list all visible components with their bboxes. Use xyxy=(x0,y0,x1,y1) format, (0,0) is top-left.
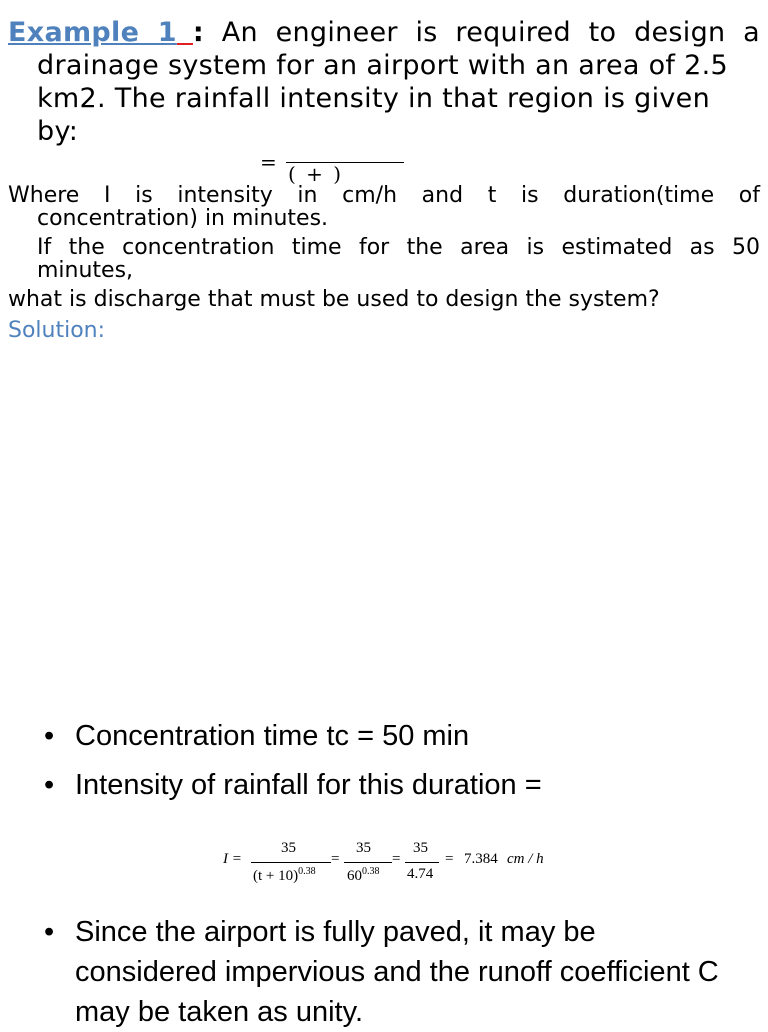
calc-lhs: I = xyxy=(223,851,242,867)
solution-bullets xyxy=(44,716,744,805)
bullet-text: Since the airport is fully paved, it may be considered impervious and the runoff coefficient C may be taken as unity. xyxy=(75,916,719,1028)
example-label[interactable]: Example 1 xyxy=(8,17,177,48)
problem-line-2: drainage system for an airport with an area of 2.5 xyxy=(37,50,728,81)
problem-line-1 xyxy=(8,16,760,49)
problem-line-1-text: An engineer is required to design a xyxy=(221,17,761,48)
bullet-runoff-inner xyxy=(44,912,744,1032)
bullet-text: Concentration time tc = 50 min xyxy=(75,720,470,752)
calc-f2-bar xyxy=(344,862,392,863)
calc-equals-4: = xyxy=(445,851,454,867)
calc-f2-den-base: 60 xyxy=(347,868,362,884)
problem-line-3: km2. The rainfall intensity in that region is given xyxy=(37,83,710,114)
formula-equals: = xyxy=(260,150,277,174)
calc-f1-bar xyxy=(251,862,331,863)
where-line-2: concentration) in minutes. xyxy=(37,206,329,231)
calc-equals-2: = xyxy=(331,851,340,867)
calc-f1-numerator: 35 xyxy=(281,840,296,856)
bullet-concentration-time xyxy=(44,716,744,756)
underline-gap xyxy=(177,17,193,45)
solution-heading: Solution: xyxy=(8,318,106,343)
bullet-marker: • xyxy=(44,916,55,948)
example-colon: : xyxy=(192,17,204,48)
where-line-4: minutes, xyxy=(37,258,134,283)
where-line-5: what is discharge that must be used to design the system? xyxy=(8,287,660,312)
bullet-intensity xyxy=(44,765,744,805)
bullet-marker: • xyxy=(44,769,55,801)
calc-f1-exponent: 0.38 xyxy=(298,866,316,877)
calc-equals-3: = xyxy=(392,851,401,867)
bullet-text: Intensity of rainfall for this duration = xyxy=(75,769,542,801)
formula-denominator: ( + ) xyxy=(288,162,344,186)
bullet-runoff-coefficient xyxy=(44,912,744,1032)
calc-f1-den-base: (t + 10) xyxy=(253,868,299,884)
problem-line-4: by: xyxy=(37,116,79,147)
bullet-marker: • xyxy=(44,720,55,752)
calc-f1-denominator xyxy=(253,866,316,885)
calc-result: 7.384 xyxy=(464,851,498,867)
where-line-1: Where I is intensity in cm/h and t is duration(time of xyxy=(8,183,760,208)
calc-f3-bar xyxy=(405,862,439,863)
where-line-3: If the concentration time for the area is estimated as 50 xyxy=(37,235,760,260)
calc-f2-exponent: 0.38 xyxy=(362,866,380,877)
calc-unit: cm / h xyxy=(507,851,544,867)
calc-f3-numerator: 35 xyxy=(413,840,428,856)
intensity-formula xyxy=(258,150,408,186)
calc-f2-denominator xyxy=(347,866,380,885)
problem-statement xyxy=(8,16,760,148)
calc-f2-numerator: 35 xyxy=(356,840,371,856)
definitions-text xyxy=(8,184,760,311)
calc-f3-denominator: 4.74 xyxy=(407,866,434,882)
